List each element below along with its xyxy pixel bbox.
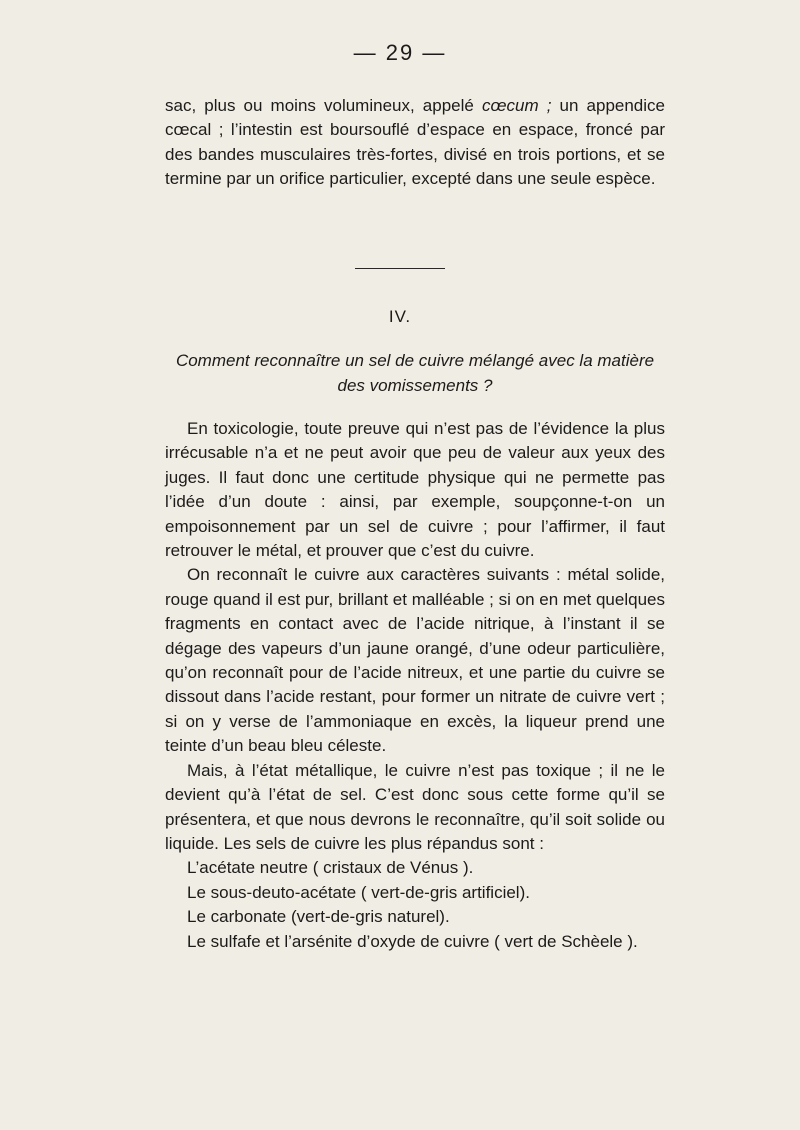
paragraph: Mais, à l’état métallique, le cuivre n’est pas toxique ; il ne le devient qu’à l’état de sel. C’est donc sous cette forme qu’il se présentera, et que nous devrons le reconnaître, qu’il soit solide ou liquide. Les sels de cuivre les plus répandus sont : <box>165 760 665 853</box>
section-title-line-1: Comment reconnaître un sel de cuivre mélangé avec la matière <box>175 351 655 370</box>
list-item: L’acétate neutre ( cristaux de Vénus ). <box>187 858 474 878</box>
section-body <box>165 417 665 954</box>
section-title-line-2: des vomissements ? <box>337 375 493 395</box>
section-divider <box>355 268 445 269</box>
paragraph: En toxicologie, toute preuve qui n’est pas de l’évidence la plus irrécusable n’a et ne peut avoir que peu de valeur aux yeux des juges. Il faut donc une certitude physique qui ne permette pas l’idée d’un doute : ainsi, par exemple, soupçonne-t-on un empoisonnement par un sel de cuivre ; pour l’affirmer, il faut retrouver le métal, et prouver que c’est du cuivre. <box>165 419 665 561</box>
intro-text <box>165 94 665 192</box>
section-number: IV. <box>388 307 412 326</box>
list-item: Le sous-deuto-acétate ( vert-de-gris artificiel). <box>187 882 530 902</box>
intro-text-end: un appendice cœcal ; l’intestin est boursouflé d’espace en espace, froncé par des bandes musculaires très-fortes, divisé en trois portions, et se termine par un orifice particulier, excepté dans une seule espèce. <box>165 96 665 189</box>
intro-text-start: sac, plus ou moins volumineux, appelé <box>165 96 482 115</box>
section-title <box>165 349 665 398</box>
paragraph: On reconnaît le cuivre aux caractères suivants : métal solide, rouge quand il est pur, brillant et malléable ; si on en met quelques fragments en contact avec de l’acide nitrique, à l’instant il se dégage des vapeurs d’un jaune orangé, d’une odeur particulière, qu’on reconnaît pour de l’acide nitreux, et une partie du cuivre se dissout dans l’acide restant, pour former un nitrate de cuivre vert ; si on y verse de l’ammoniaque en excès, la liqueur prend une teinte d’un beau bleu céleste. <box>165 565 665 756</box>
list-item: Le carbonate (vert-de-gris naturel). <box>187 907 450 927</box>
intro-italic-term: cœcum ; <box>481 96 552 115</box>
page-number: — 29 — <box>353 40 447 65</box>
list-item: Le sulfafe et l’arsénite d’oxyde de cuivre ( vert de Schèele ). <box>187 931 638 951</box>
intro-paragraph <box>165 94 665 192</box>
